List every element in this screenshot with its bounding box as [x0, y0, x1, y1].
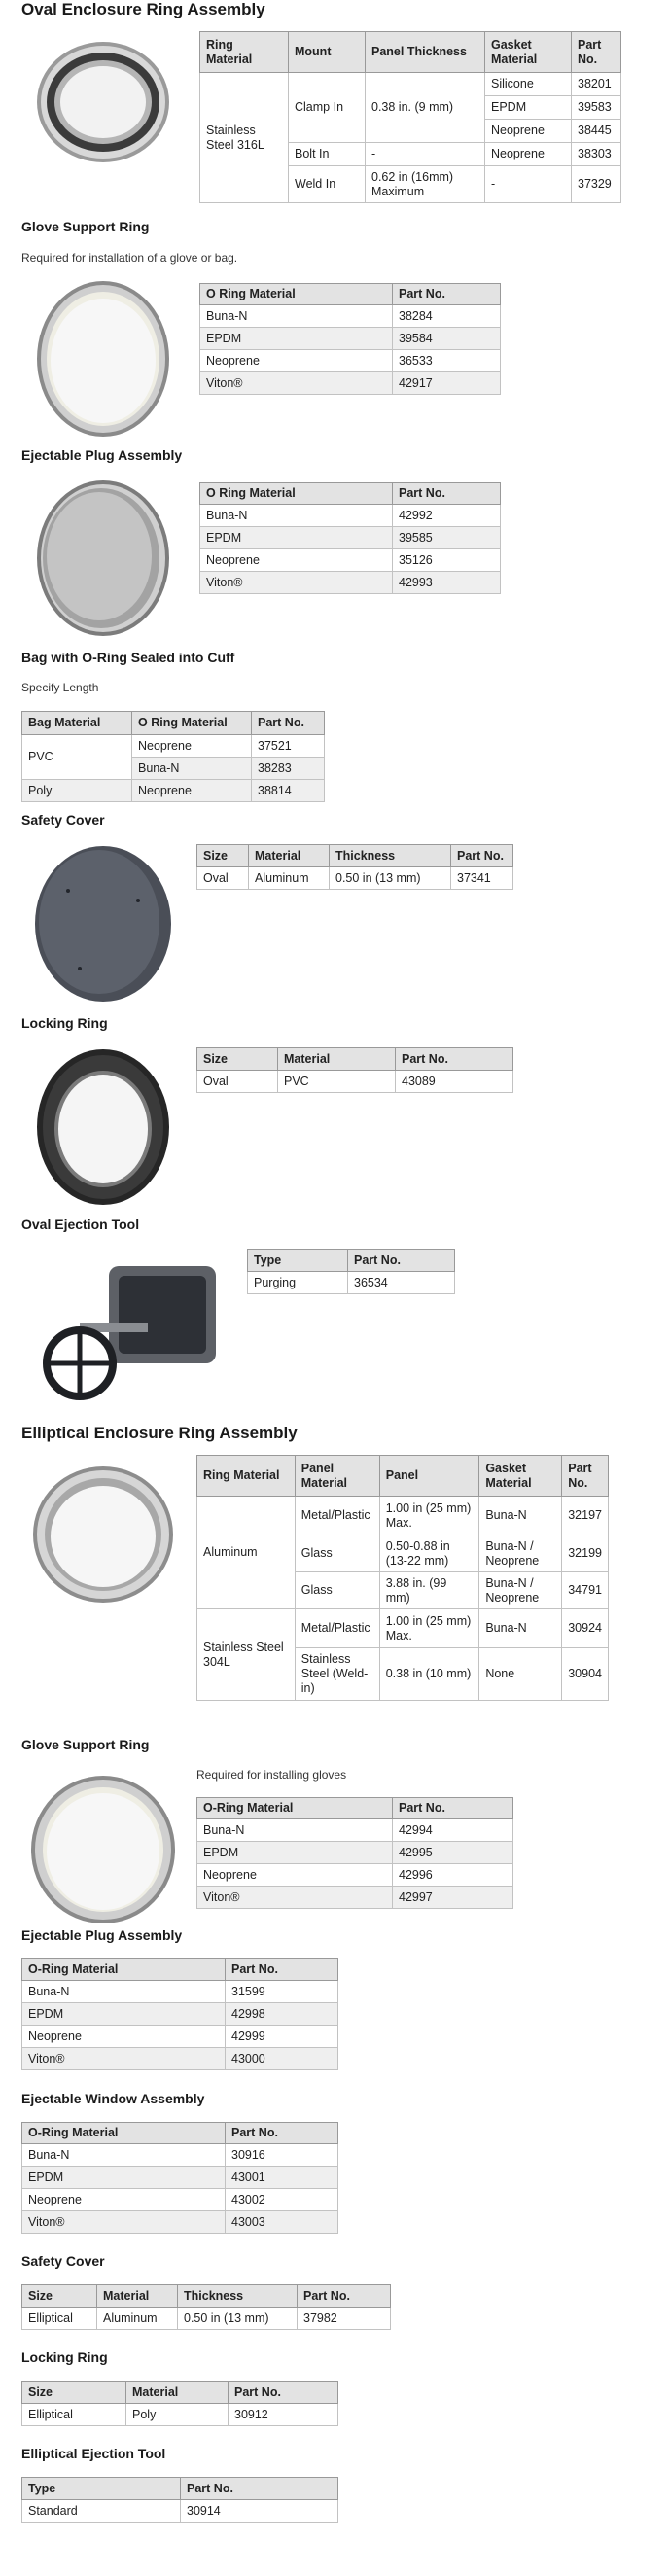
part-no-cell: 37521: [252, 735, 325, 758]
thickness-cell: 0.50 in (13 mm): [330, 867, 451, 890]
part-no-cell: 38445: [572, 120, 621, 143]
safety-cover-table: [196, 844, 513, 890]
material-cell: Buna-N: [22, 2144, 226, 2167]
col-thickness: Thickness: [330, 845, 451, 867]
part-no-cell: 30916: [226, 2144, 338, 2167]
col-part-no: Part No.: [229, 2382, 338, 2404]
size-cell: Oval: [197, 1071, 278, 1093]
panel-material-cell: Metal/Plastic: [295, 1497, 379, 1535]
part-no-cell: 30924: [562, 1609, 609, 1648]
col-mount: Mount: [289, 32, 366, 73]
col-panel: Panel: [379, 1456, 479, 1497]
part-no-cell: 34791: [562, 1572, 609, 1609]
part-no-cell: 43002: [226, 2189, 338, 2211]
material-cell: Buna-N: [22, 1981, 226, 2003]
part-no-cell: 32199: [562, 1535, 609, 1572]
thickness-cell: 0.38 in. (9 mm): [366, 73, 485, 143]
part-no-cell: 42999: [226, 2026, 338, 2048]
bag-cuff-table: [21, 711, 325, 802]
safety-cover-elliptical-table: [21, 2284, 391, 2330]
bag-material-cell: Poly: [22, 780, 132, 802]
col-part-no: Part No.: [348, 1250, 455, 1272]
part-no-cell: 42917: [393, 372, 501, 395]
col-part-no: Part No.: [451, 845, 513, 867]
col-panel-material: Panel Material: [295, 1456, 379, 1497]
material-cell: PVC: [278, 1071, 396, 1093]
ejectable-window-table: [21, 2122, 338, 2234]
ejectable-plug-image: [21, 476, 185, 640]
safety-cover-title: Safety Cover: [21, 812, 105, 828]
col-material: Material: [249, 845, 330, 867]
col-size: Size: [22, 2382, 126, 2404]
part-no-cell: 39583: [572, 96, 621, 120]
material-cell: EPDM: [200, 328, 393, 350]
glove-support-table: [199, 283, 501, 395]
col-part-no: Part No.: [396, 1048, 513, 1071]
size-cell: Oval: [197, 867, 249, 890]
col-ring-material: Ring Material: [197, 1456, 296, 1497]
elliptical-enclosure-table: [196, 1455, 609, 1701]
material-cell: Viton®: [200, 572, 393, 594]
col-material: Material: [278, 1048, 396, 1071]
material-cell: Buna-N: [200, 305, 393, 328]
material-cell: EPDM: [22, 2003, 226, 2026]
part-no-cell: 35126: [393, 549, 501, 572]
part-no-cell: 42993: [393, 572, 501, 594]
part-no-cell: 38814: [252, 780, 325, 802]
material-cell: Aluminum: [249, 867, 330, 890]
ring-material-cell: Aluminum: [197, 1497, 296, 1609]
size-cell: Elliptical: [22, 2404, 126, 2426]
gasket-cell: EPDM: [485, 96, 572, 120]
part-no-cell: 31599: [226, 1981, 338, 2003]
glove-support-elliptical-table: [196, 1797, 513, 1909]
oval-ejection-tool-table: [247, 1249, 455, 1294]
col-part-no: Part No.: [298, 2285, 391, 2308]
panel-cell: 0.38 in (10 mm): [379, 1648, 479, 1701]
part-no-cell: 42997: [393, 1887, 513, 1909]
panel-cell: 0.50-0.88 in (13-22 mm): [379, 1535, 479, 1572]
col-part-no: Part No.: [181, 2478, 338, 2500]
locking-ring-table: [196, 1047, 513, 1093]
glove-support-title: Glove Support Ring: [21, 219, 150, 234]
part-no-cell: 36533: [393, 350, 501, 372]
gasket-cell: Buna-N: [479, 1497, 562, 1535]
col-o-ring-material: O Ring Material: [200, 284, 393, 305]
part-no-cell: 30914: [181, 2500, 338, 2523]
material-cell: EPDM: [22, 2167, 226, 2189]
locking-ring-title: Locking Ring: [21, 1015, 108, 1031]
col-part-no: Part No.: [226, 2123, 338, 2144]
ejectable-window-title: Ejectable Window Assembly: [21, 2091, 205, 2106]
material-cell: Neoprene: [200, 549, 393, 572]
gasket-cell: Neoprene: [485, 143, 572, 166]
col-part-no: Part No.: [572, 32, 621, 73]
part-no-cell: 39585: [393, 527, 501, 549]
col-type: Type: [22, 2478, 181, 2500]
col-bag-material: Bag Material: [22, 712, 132, 735]
thickness-cell: -: [366, 143, 485, 166]
panel-material-cell: Glass: [295, 1572, 379, 1609]
part-no-cell: 38284: [393, 305, 501, 328]
gasket-cell: -: [485, 166, 572, 203]
size-cell: Elliptical: [22, 2308, 97, 2330]
col-size: Size: [197, 845, 249, 867]
safety-cover-image: [21, 842, 185, 1006]
col-o-ring-material: O-Ring Material: [22, 2123, 226, 2144]
part-no-cell: 30912: [229, 2404, 338, 2426]
part-no-cell: 43001: [226, 2167, 338, 2189]
part-no-cell: 38201: [572, 73, 621, 96]
mount-cell: Bolt In: [289, 143, 366, 166]
material-cell: Viton®: [200, 372, 393, 395]
col-size: Size: [197, 1048, 278, 1071]
part-no-cell: 42998: [226, 2003, 338, 2026]
material-cell: Viton®: [22, 2048, 226, 2070]
col-gasket-material: Gasket Material: [485, 32, 572, 73]
material-cell: Aluminum: [97, 2308, 178, 2330]
ejectable-plug-elliptical-title: Ejectable Plug Assembly: [21, 1927, 183, 1943]
part-no-cell: 42995: [393, 1842, 513, 1864]
col-part-no: Part No.: [252, 712, 325, 735]
glove-support-note: Required for installation of a glove or bag.: [21, 251, 238, 265]
gasket-cell: Neoprene: [485, 120, 572, 143]
material-cell: Neoprene: [132, 780, 252, 802]
ejectable-plug-elliptical-table: [21, 1958, 338, 2070]
panel-material-cell: Metal/Plastic: [295, 1609, 379, 1648]
material-cell: Neoprene: [22, 2189, 226, 2211]
material-cell: Neoprene: [22, 2026, 226, 2048]
col-part-no: Part No.: [226, 1959, 338, 1981]
panel-material-cell: Glass: [295, 1535, 379, 1572]
mount-cell: Weld In: [289, 166, 366, 203]
material-cell: Viton®: [197, 1887, 393, 1909]
oval-enclosure-ring-image: [21, 29, 185, 175]
part-no-cell: 38283: [252, 758, 325, 780]
thickness-cell: 0.50 in (13 mm): [178, 2308, 298, 2330]
material-cell: EPDM: [200, 527, 393, 549]
col-o-ring-material: O Ring Material: [132, 712, 252, 735]
gasket-cell: Buna-N / Neoprene: [479, 1535, 562, 1572]
panel-cell: 1.00 in (25 mm) Max.: [379, 1609, 479, 1648]
bag-cuff-title: Bag with O-Ring Sealed into Cuff: [21, 650, 235, 665]
part-no-cell: 32197: [562, 1497, 609, 1535]
safety-cover-elliptical-title: Safety Cover: [21, 2253, 105, 2269]
part-no-cell: 30904: [562, 1648, 609, 1701]
col-thickness: Thickness: [178, 2285, 298, 2308]
thickness-cell: 0.62 in (16mm) Maximum: [366, 166, 485, 203]
type-cell: Purging: [248, 1272, 348, 1294]
part-no-cell: 39584: [393, 328, 501, 350]
col-part-no: Part No.: [562, 1456, 609, 1497]
part-no-cell: 37329: [572, 166, 621, 203]
elliptical-enclosure-title: Elliptical Enclosure Ring Assembly: [21, 1424, 298, 1442]
panel-cell: 3.88 in. (99 mm): [379, 1572, 479, 1609]
part-no-cell: 42996: [393, 1864, 513, 1887]
bag-cuff-note: Specify Length: [21, 681, 99, 694]
part-no-cell: 38303: [572, 143, 621, 166]
ejectable-plug-table: [199, 482, 501, 594]
col-part-no: Part No.: [393, 483, 501, 505]
elliptical-enclosure-ring-image: [21, 1453, 185, 1616]
col-o-ring-material: O-Ring Material: [197, 1798, 393, 1819]
part-no-cell: 42994: [393, 1819, 513, 1842]
col-size: Size: [22, 2285, 97, 2308]
material-cell: Neoprene: [197, 1864, 393, 1887]
col-type: Type: [248, 1250, 348, 1272]
glove-support-elliptical-title: Glove Support Ring: [21, 1737, 150, 1752]
material-cell: Buna-N: [200, 505, 393, 527]
col-gasket-material: Gasket Material: [479, 1456, 562, 1497]
oval-enclosure-table: [199, 31, 621, 203]
glove-support-elliptical-image: [21, 1768, 185, 1931]
part-no-cell: 43003: [226, 2211, 338, 2234]
locking-ring-elliptical-table: [21, 2381, 338, 2426]
mount-cell: Clamp In: [289, 73, 366, 143]
material-cell: Poly: [126, 2404, 229, 2426]
glove-support-ring-image: [21, 277, 185, 441]
col-ring-material: Ring Material: [200, 32, 289, 73]
col-o-ring-material: O-Ring Material: [22, 1959, 226, 1981]
elliptical-ejection-tool-table: [21, 2477, 338, 2523]
material-cell: Buna-N: [132, 758, 252, 780]
col-panel-thickness: Panel Thickness: [366, 32, 485, 73]
elliptical-ejection-tool-title: Elliptical Ejection Tool: [21, 2446, 166, 2461]
gasket-cell: Silicone: [485, 73, 572, 96]
part-no-cell: 36534: [348, 1272, 455, 1294]
material-cell: Neoprene: [200, 350, 393, 372]
panel-cell: 1.00 in (25 mm) Max.: [379, 1497, 479, 1535]
gasket-cell: None: [479, 1648, 562, 1701]
material-cell: EPDM: [197, 1842, 393, 1864]
col-material: Material: [126, 2382, 229, 2404]
oval-ejection-tool-image: [21, 1247, 235, 1407]
ejectable-plug-title: Ejectable Plug Assembly: [21, 447, 183, 463]
ring-material-cell: Stainless Steel 304L: [197, 1609, 296, 1701]
material-cell: Buna-N: [197, 1819, 393, 1842]
gasket-cell: Buna-N / Neoprene: [479, 1572, 562, 1609]
col-material: Material: [97, 2285, 178, 2308]
type-cell: Standard: [22, 2500, 181, 2523]
oval-ejection-tool-title: Oval Ejection Tool: [21, 1217, 140, 1232]
bag-material-cell: PVC: [22, 735, 132, 780]
material-cell: Neoprene: [132, 735, 252, 758]
part-no-cell: 37982: [298, 2308, 391, 2330]
part-no-cell: 43000: [226, 2048, 338, 2070]
gasket-cell: Buna-N: [479, 1609, 562, 1648]
panel-material-cell: Stainless Steel (Weld-in): [295, 1648, 379, 1701]
glove-support-elliptical-note: Required for installing gloves: [196, 1768, 347, 1782]
part-no-cell: 43089: [396, 1071, 513, 1093]
part-no-cell: 37341: [451, 867, 513, 890]
part-no-cell: 42992: [393, 505, 501, 527]
col-part-no: Part No.: [393, 1798, 513, 1819]
material-cell: Viton®: [22, 2211, 226, 2234]
ring-material-cell: Stainless Steel 316L: [200, 73, 289, 203]
oval-enclosure-title: Oval Enclosure Ring Assembly: [21, 0, 265, 18]
locking-ring-elliptical-title: Locking Ring: [21, 2349, 108, 2365]
locking-ring-image: [21, 1045, 185, 1209]
col-o-ring-material: O Ring Material: [200, 483, 393, 505]
col-part-no: Part No.: [393, 284, 501, 305]
